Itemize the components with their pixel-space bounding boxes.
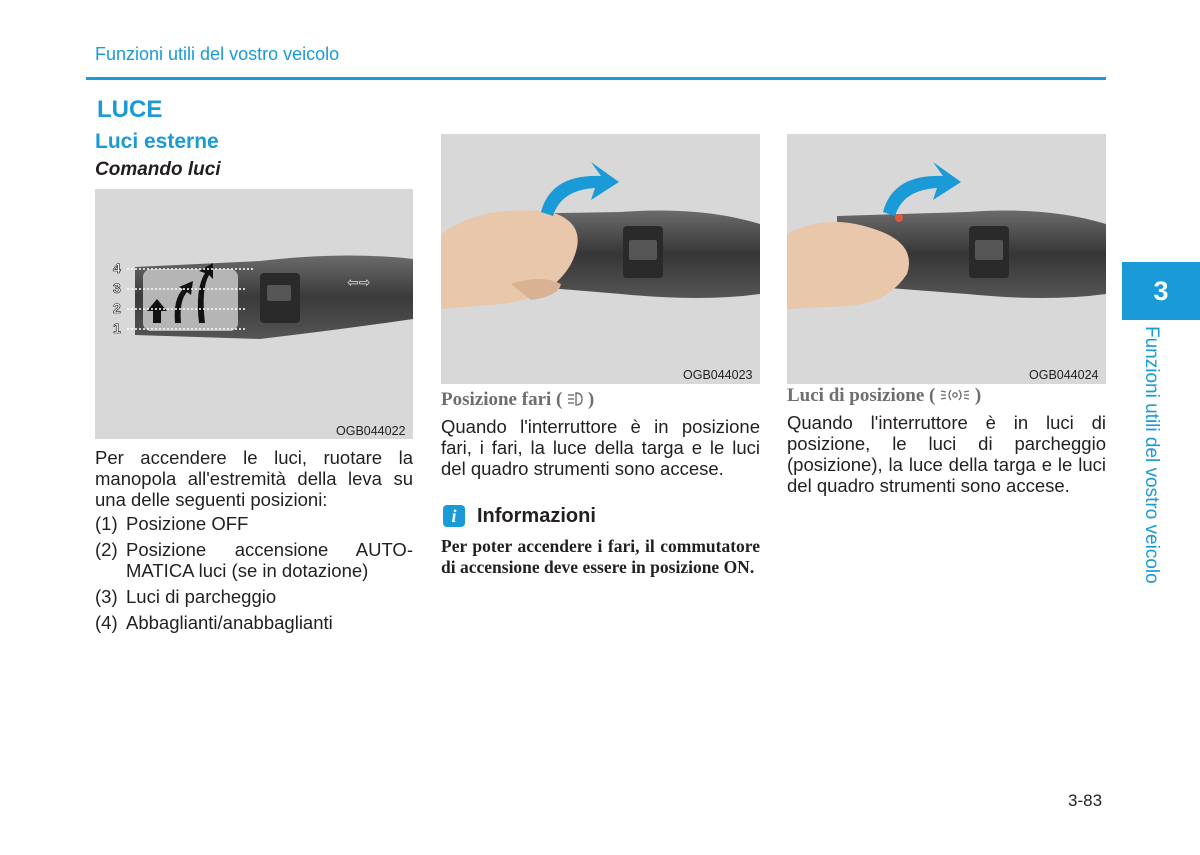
intro-paragraph bbox=[95, 447, 413, 510]
parking-light-text: Quando l'interruttore è in luci di posizione, le luci di parcheggio (posizione), la luce della targa e le luci del quadro strumenti sono accese. bbox=[787, 412, 1106, 496]
position-label-4: 4 bbox=[113, 260, 121, 276]
list-item-number: (2) bbox=[95, 539, 118, 560]
section-title: LUCE bbox=[97, 96, 163, 123]
list-item-text: Abbaglianti/anabbaglianti bbox=[126, 612, 333, 633]
figure-headlamp-position bbox=[441, 134, 760, 384]
heading-text: Posizione fari ( bbox=[441, 389, 563, 410]
info-title: Informazioni bbox=[477, 505, 596, 527]
figure-code: OGB044023 bbox=[683, 368, 753, 382]
parking-light-icon bbox=[940, 387, 970, 403]
headlamp-text: Quando l'interruttore è in posizione fari, i fari, la luce della targa e le luci del quadro strumenti sono accese. bbox=[441, 416, 760, 479]
figure-light-switch-positions bbox=[95, 189, 413, 439]
list-item-text: Posizione accensione AUTO-MATICA luci (se in dotazione) bbox=[126, 539, 413, 581]
list-item-text: Posizione OFF bbox=[126, 513, 249, 534]
headlamp-position-heading bbox=[441, 389, 594, 411]
intro-text: Per accendere le luci, ruotare la manopola all'estremità della leva su una delle seguenti posizioni: bbox=[95, 447, 413, 510]
list-item-number: (1) bbox=[95, 513, 118, 534]
hand-turning-stalk-illustration bbox=[787, 134, 1106, 384]
position-label-2: 2 bbox=[113, 300, 121, 316]
chapter-tab-label: Funzioni utili del vostro veicolo bbox=[1141, 326, 1162, 584]
heading-close: ) bbox=[974, 385, 982, 406]
running-header: Funzioni utili del vostro veicolo bbox=[95, 44, 340, 64]
position-label-1: 1 bbox=[113, 320, 121, 336]
svg-text:⇦⇨: ⇦⇨ bbox=[347, 275, 371, 291]
page-number: 3-83 bbox=[1068, 791, 1103, 810]
position-label-3: 3 bbox=[113, 280, 121, 296]
list-item bbox=[95, 513, 413, 534]
parking-light-paragraph bbox=[787, 412, 1106, 496]
list-item bbox=[95, 612, 413, 633]
subsubsection-title: Comando luci bbox=[95, 159, 221, 180]
parking-light-heading bbox=[787, 385, 981, 407]
light-stalk-illustration bbox=[95, 189, 413, 439]
headlamp-paragraph bbox=[441, 416, 760, 479]
list-item-number: (4) bbox=[95, 612, 118, 633]
list-item bbox=[95, 586, 413, 607]
figure-code: OGB044024 bbox=[1029, 368, 1099, 382]
position-list bbox=[95, 513, 413, 638]
info-body: Per poter accendere i fari, il commutatore di accensione deve essere in posizione ON. bbox=[441, 536, 760, 577]
subsection-title: Luci esterne bbox=[95, 130, 219, 153]
hand-turning-stalk-illustration bbox=[441, 134, 760, 384]
chapter-tab: 3 bbox=[1122, 262, 1200, 320]
info-icon: i bbox=[443, 505, 465, 527]
heading-text: Luci di posizione ( bbox=[787, 385, 936, 406]
header-rule bbox=[86, 77, 1106, 80]
list-item-text: Luci di parcheggio bbox=[126, 586, 277, 607]
list-item bbox=[95, 539, 413, 581]
headlamp-icon bbox=[567, 391, 583, 407]
figure-code: OGB044022 bbox=[336, 424, 406, 438]
heading-close: ) bbox=[587, 389, 595, 410]
figure-parking-light-position bbox=[787, 134, 1106, 384]
list-item-number: (3) bbox=[95, 586, 118, 607]
